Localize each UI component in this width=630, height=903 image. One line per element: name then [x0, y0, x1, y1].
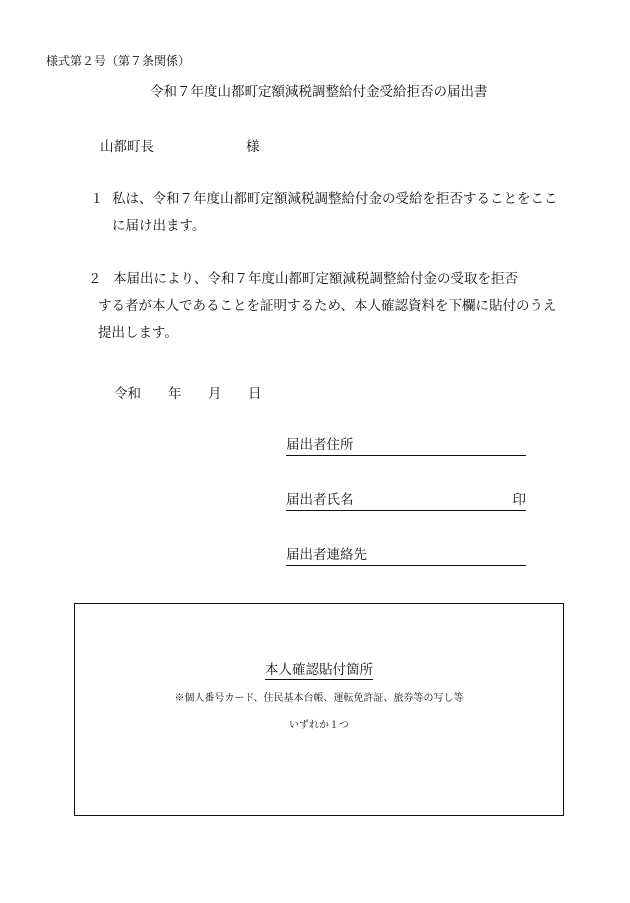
recipient-name: 山都町長	[100, 139, 154, 155]
document-title: 令和７年度山都町定額減税調整給付金受給拒否の届出書	[150, 84, 488, 100]
date-month: 月	[208, 386, 222, 402]
date-day: 日	[248, 386, 262, 402]
id-box-title: 本人確認貼付箇所	[265, 662, 373, 678]
seal-mark: 印	[512, 492, 526, 508]
paragraph-2	[88, 266, 556, 347]
name-field[interactable]	[286, 490, 526, 511]
recipient	[100, 135, 260, 155]
address-label: 届出者住所	[286, 437, 354, 453]
paragraph-1-line-1: 私は、令和７年度山都町定額減税調整給付金の受給を拒否することをここ	[112, 191, 558, 207]
recipient-honorific: 様	[246, 139, 260, 155]
date-era: 令和	[114, 386, 141, 402]
paragraph-1-line-2: に届け出ます。	[112, 218, 206, 234]
address-field[interactable]	[286, 435, 526, 456]
id-box-note: ※個人番号カード、住民基本台帳、運転免許証、旅券等の写し等	[174, 693, 464, 704]
paragraph-2-number: ２	[88, 271, 102, 287]
paragraph-1-number: １	[90, 191, 104, 207]
paragraph-2-line-1: 本届出により、令和７年度山都町定額減税調整給付金の受取を拒否	[113, 271, 518, 287]
paragraph-2-line-2: する者が本人であることを証明するため、本人確認資料を下欄に貼付のうえ	[98, 298, 557, 314]
id-document-attachment-box	[74, 603, 564, 816]
date-year: 年	[168, 386, 182, 402]
paragraph-1	[90, 186, 558, 240]
name-label: 届出者氏名	[286, 492, 354, 508]
date-line	[114, 382, 262, 402]
id-box-note-2: いずれか１つ	[289, 720, 349, 731]
paragraph-2-line-3: 提出します。	[98, 325, 178, 341]
contact-field[interactable]	[286, 545, 526, 566]
contact-label: 届出者連絡先	[286, 547, 367, 563]
form-number: 様式第２号（第７条関係）	[46, 54, 191, 68]
